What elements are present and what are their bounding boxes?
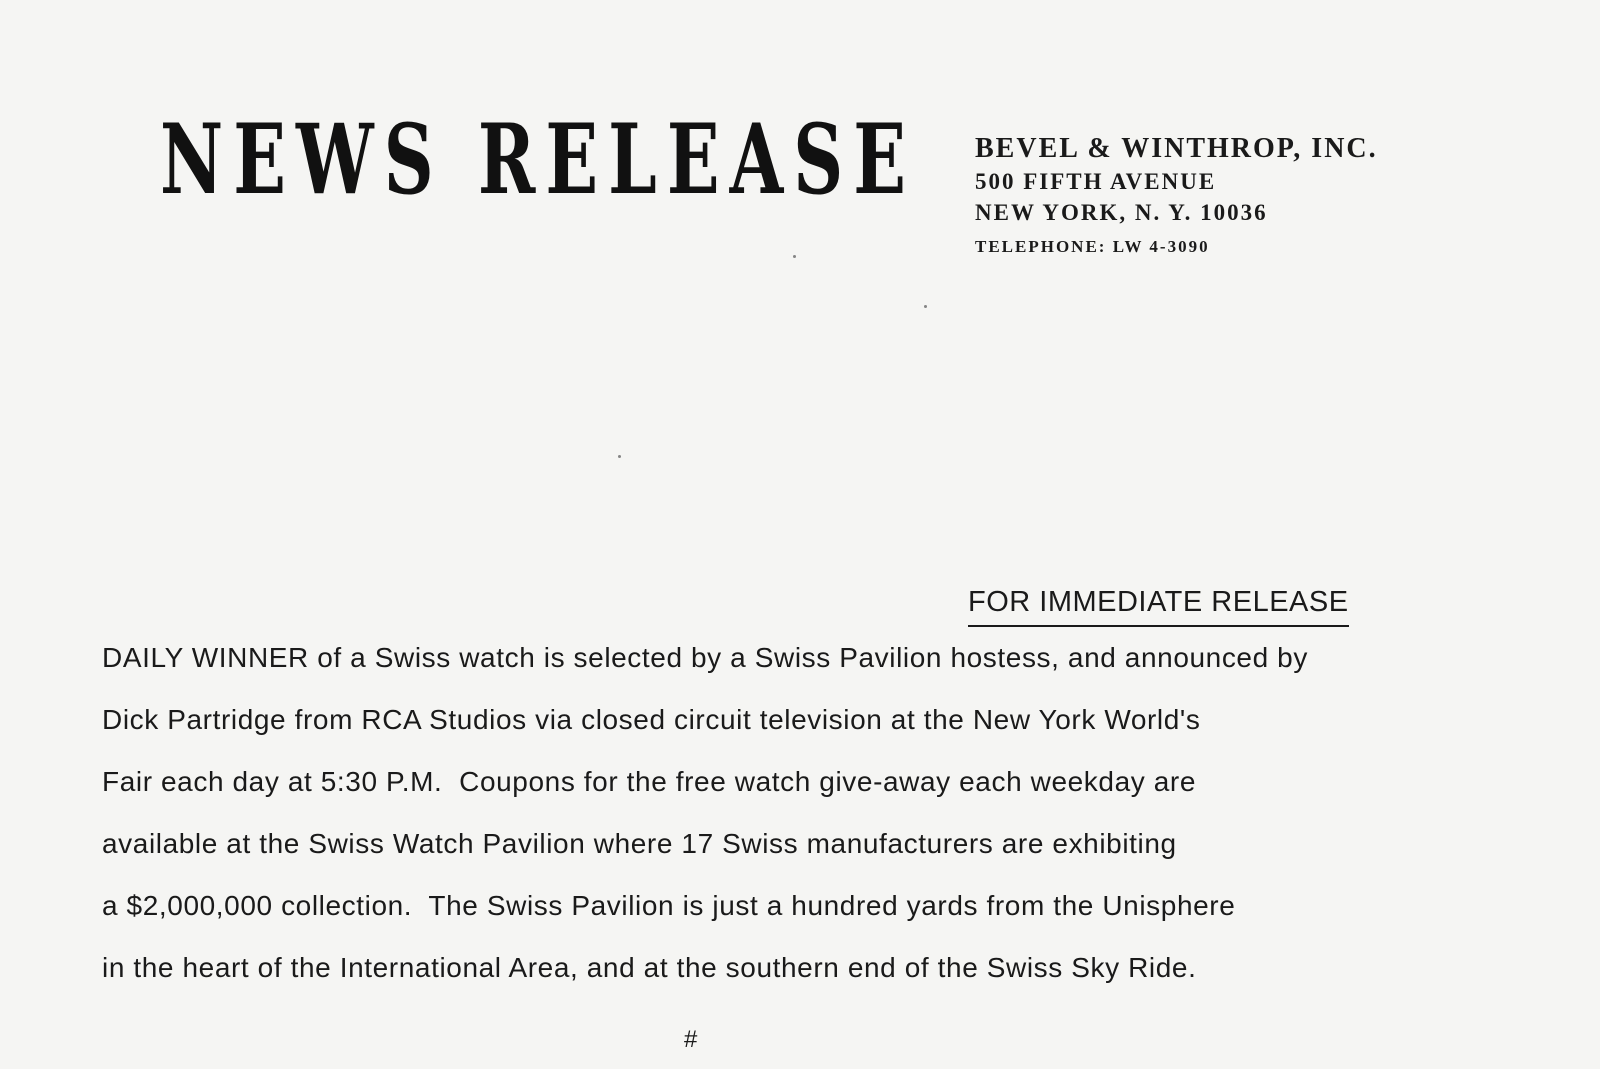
paper-speck bbox=[793, 255, 796, 258]
company-telephone: TELEPHONE: LW 4-3090 bbox=[975, 237, 1210, 256]
page-title: NEWS RELEASE bbox=[160, 103, 917, 216]
end-mark: # bbox=[684, 1026, 698, 1053]
body-paragraph bbox=[102, 638, 1502, 1010]
company-address-line1: 500 FIFTH AVENUE bbox=[975, 169, 1217, 194]
paper-speck bbox=[618, 455, 621, 458]
paper-speck bbox=[924, 305, 927, 308]
body-line: Fair each day at 5:30 P.M. Coupons for the free watch give-away each weekday are bbox=[102, 766, 1196, 797]
company-letterhead bbox=[975, 132, 1378, 262]
release-label: FOR IMMEDIATE RELEASE bbox=[968, 586, 1349, 627]
body-line: Dick Partridge from RCA Studios via closed circuit television at the New York World's bbox=[102, 704, 1201, 735]
company-name: BEVEL & WINTHROP, INC. bbox=[975, 133, 1378, 164]
body-line: DAILY WINNER of a Swiss watch is selected by a Swiss Pavilion hostess, and announced by bbox=[102, 642, 1308, 673]
body-line: a $2,000,000 collection. The Swiss Pavilion is just a hundred yards from the Unisphere bbox=[102, 890, 1236, 921]
body-line: in the heart of the International Area, and at the southern end of the Swiss Sky Ride. bbox=[102, 952, 1197, 983]
body-line: available at the Swiss Watch Pavilion where 17 Swiss manufacturers are exhibiting bbox=[102, 828, 1177, 859]
company-address-line2: NEW YORK, N. Y. 10036 bbox=[975, 200, 1268, 225]
